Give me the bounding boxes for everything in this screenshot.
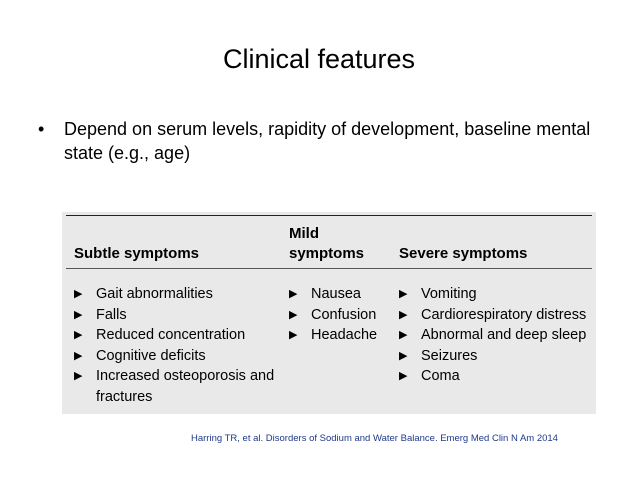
triangle-right-icon: ▶: [289, 329, 298, 341]
list-item: ▶ Abnormal and deep sleep: [399, 325, 586, 346]
page-title: Clinical features: [222, 44, 416, 74]
list-item: ▶ Headache: [289, 325, 377, 346]
list-item: ▶ Falls: [74, 305, 274, 326]
severe-symptoms-list: [399, 284, 586, 387]
triangle-right-icon: ▶: [289, 308, 298, 321]
header-mild-line2: symptoms: [289, 245, 365, 262]
bullet-icon: •: [38, 119, 45, 139]
table-top-rule: [66, 215, 592, 216]
header-severe-symptoms: Severe symptoms: [399, 245, 528, 262]
triangle-right-icon: ▶: [74, 329, 83, 341]
list-item-continuation: fractures: [96, 388, 153, 405]
list-item: ▶ Confusion: [289, 305, 377, 326]
triangle-right-icon: ▶: [399, 288, 408, 300]
triangle-right-icon: ▶: [399, 329, 408, 341]
list-item: ▶ Vomiting: [399, 284, 586, 305]
list-item: ▶ Increased osteoporosis and: [74, 366, 274, 387]
list-item: ▶ Gait abnormalities: [74, 284, 274, 305]
triangle-right-icon: ▶: [74, 349, 83, 362]
list-item: ▶ Nausea: [289, 284, 377, 305]
list-item: ▶ Reduced concentration: [74, 325, 274, 346]
bullet-text: Depend on serum levels, rapidity of development, baseline mental state (e.g., age): [64, 119, 591, 163]
triangle-right-icon: ▶: [289, 288, 298, 300]
header-mild-line1: Mild: [289, 225, 319, 242]
bullet-point: [38, 117, 598, 165]
table-header-rule: [66, 268, 592, 269]
triangle-right-icon: ▶: [399, 349, 408, 362]
citation: Harring TR, et al. Disorders of Sodium and Water Balance. Emerg Med Clin N Am 2014: [191, 433, 558, 444]
header-subtle-symptoms: Subtle symptoms: [74, 245, 200, 262]
triangle-right-icon: ▶: [74, 288, 83, 300]
subtle-symptoms-list: [74, 284, 274, 407]
triangle-right-icon: ▶: [399, 370, 408, 382]
list-item: ▶ Coma: [399, 366, 586, 387]
triangle-right-icon: ▶: [74, 370, 83, 382]
list-item: ▶ Seizures: [399, 346, 586, 367]
list-item: ▶ Cardiorespiratory distress: [399, 305, 586, 326]
triangle-right-icon: ▶: [399, 308, 408, 321]
mild-symptoms-list: [289, 284, 377, 346]
triangle-right-icon: ▶: [74, 308, 83, 321]
symptoms-table: [62, 212, 596, 414]
list-item: ▶ Cognitive deficits: [74, 346, 274, 367]
